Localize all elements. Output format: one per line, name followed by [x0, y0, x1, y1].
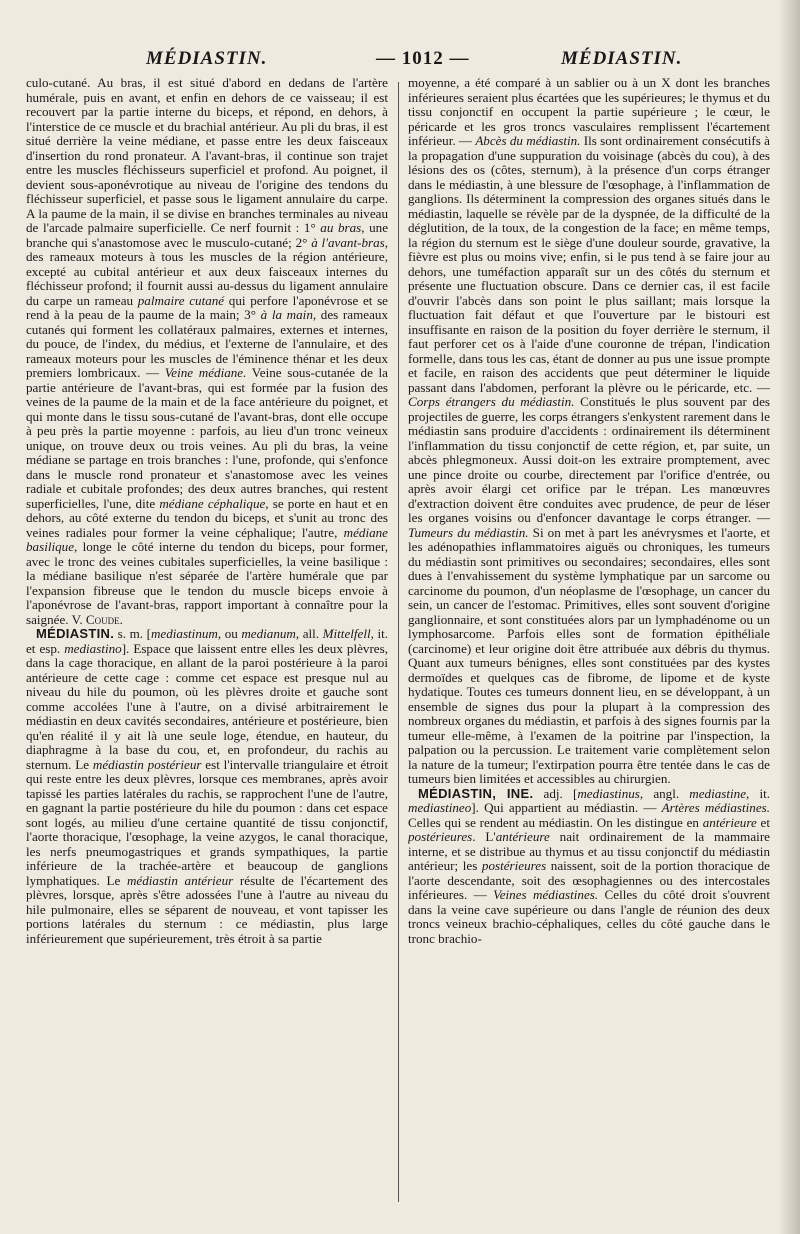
header-left-title: MÉDIASTIN. [146, 48, 268, 69]
page-number: — 1012 — [376, 48, 470, 69]
right-column [408, 76, 770, 1216]
entry-mediastin-ine: MÉDIASTIN, INE. adj. [mediastinus, angl. mediastine, it. mediastineo]. Qui appartient au médiastin. — Artères médiastines. Celles qui se rendent au médiastin. On les distingue en antérieure et postérieures. L'antérieure nait ordinairement de la mammaire interne, et se distribue au thymus et au tissu conjonctif du médiastin antérieur; les postérieures naissent, soit de la portion thoracique de l'aorte descendante, soit des œsophagiennes ou des intercostales inférieures. — Veines médiastines. Celles du côté droit s'ouvrent dans la veine cave supérieure ou dans l'angle de réunion des deux troncs veineux brachio-céphaliques, celles du côté gauche dans le tronc brachio- [408, 785, 770, 946]
running-header [26, 44, 770, 74]
headword-mediastin-ine: MÉDIASTIN, INE. [418, 785, 534, 801]
left-column [26, 76, 388, 1216]
column-divider [398, 82, 399, 1202]
paragraph-mediastin-continued: moyenne, a été comparé à un sablier ou à un X dont les branches inférieures seraient plus écartées que les supérieures; le thymus et du tissu conjonctif en occupent la partie supérieure ; le cœur, le péricarde et les gros troncs vasculaires remplissent l'écartement inférieur. — Abcès du médiastin. Ils sont ordinairement consécutifs à la propagation d'une suppuration du voisinage (abcès du cou), à des lésions des os (côtes, sternum), à la présence d'un corps étranger dans le médiastin, à une blessure de l'œsophage, à l'inflammation de ganglions. Ils déterminent la compression des organes situés dans le médiastin, laquelle se révèle par de la dyspnée, de la difficulté de la déglutition, de la toux, de la congestion de la face; en même temps, la région du sternum est le siège d'une douleur sourde, gravative, la fièvre est plus ou moins vive; enfin, si le pus tend à se faire jour au dehors, une tuméfaction apparaît sur un des côtés du sternum et présente une fluctuation obscure. Dans ce dernier cas, il est facile d'ouvrir l'abcès dans son point le plus saillant; mais lorsque la fluctuation fait défaut et que l'ouverture par le bistouri est insuffisante en raison de la position du foyer derrière le sternum, il faut perforer cet os à l'aide d'une couronne de trépan, l'indication formelle, dans tous les cas, étant de donner au pus une issue prompte et facile, en raison des accidents que peut déterminer le liquide passant dans l'abdomen, perforant la plèvre ou le péricarde, etc. — Corps étrangers du médiastin. Constitués le plus souvent par des projectiles de guerre, les corps étrangers s'enkystent rarement dans le médiastin sans produire d'accidents : ordinairement ils déterminent l'inflammation du tissu conjonctif de cette région, et, par suite, un abcès phlegmoneux. Aussi doit-on les extraire promptement, avec une pince droite ou courbe, directement par l'orifice d'entrée, ou après avoir élargi cet orifice par le trépan. Les manœuvres d'extraction doivent être conduites avec prudence, de peur de léser les organes voisins ou d'enfoncer davantage le corps étranger. — Tumeurs du médiastin. Si on met à part les anévrysmes et l'aorte, et les adénopathies inflammatoires aiguës ou chroniques, les tumeurs du médiastin sont primitives ou secondaires; secondaires, elles sont dues à l'envahissement du système lymphatique par un sarcome ou carcinome du poumon, d'un néoplasme de l'œsophage, un cancer du sein, un cancer de l'estomac. Primitives, elles sont souvent d'origine ganglionnaire, et sont constituées alors par un lymphadénome ou un lymphosarcome. Parfois elles sont de formation épithéliale (carcinome) et leur origine doit être attribuée aux débris du thymus. Quant aux tumeurs bénignes, elles sont constituées par des kystes dermoïdes et quelques cas de fibrome, de lipome et de kyste hydatique. Toutes ces tumeurs donnent lieu, en se développant, à un ensemble de signes dus pour la plupart à la compression des nombreux organes du médiastin, et parfois à des signes fournis par la tumeur elle-même, à l'examen de la poitrine par l'inspection, la palpation ou la percussion. Le traitement varie complètement selon la nature de la tumeur; l'extirpation pourra être tentée dans le cas de tumeurs bien limitées et accessibles au chirurgien. [408, 76, 770, 786]
text-columns [26, 76, 770, 1216]
entry-mediastin: MÉDIASTIN. s. m. [mediastinum, ou medianum, all. Mittelfell, it. et esp. mediastino]. Espace que laissent entre elles les deux plèvres, dans la cage thoracique, en allant de la paroi postérieure à la paroi antérieure de cette cage : comme cet espace est presque nul au niveau du hile du poumon, où les plèvres droite et gauche sont comme accolées l'une à l'autre, on a divisé arbitrairement le médiastin en deux cavités secondaires, antérieure et postérieure, bien qu'en réalité il y ait là une seule loge, étendue, en hauteur, du diaphragme à la base du cou, et, en profondeur, du rachis au sternum. Le médiastin postérieur est l'intervalle triangulaire et étroit qui reste entre les deux plèvres, lorsque ces membranes, après avoir tapissé les parties latérales du rachis, se rapprochent l'une de l'autre, en gagnant la partie postérieure du hile du poumon : dans cet espace sont logés, au milieu d'une certaine quantité de tissu conjonctif, l'aorte thoracique, l'œsophage, la veine azygos, le canal thoracique, les nerfs pneumogastriques et grands sympathiques, la partie inférieure de la trachée-artère et beaucoup de ganglions lymphatiques. Le médiastin antérieur résulte de l'écartement des plèvres, lorsque, après s'être adossées l'une à l'autre au niveau du hile pulmonaire, elles se séparent de nouveau, et vont tapisser les portions latérales du sternum : ce médiastin, plus large inférieurement que supérieurement, très étroit à sa partie [26, 626, 388, 946]
headword-mediastin: MÉDIASTIN. [36, 626, 115, 641]
header-right-title: MÉDIASTIN. [561, 48, 683, 69]
paragraph-nerf-median: culo-cutané. Au bras, il est situé d'abord en dedans de l'artère humérale, puis en avant, et enfin en dehors de ce vaisseau; il est recouvert par la partie interne du biceps, et répond, en dehors, à l'interstice de ce muscle et du brachial antérieur. Au pli du bras, il est situé derrière la veine médiane, et passe entre les deux faisceaux d'insertion du rond pronateur. A l'avant-bras, il continue son trajet entre les muscles fléchisseurs superficiel et profond. Au poignet, il devient sous-aponévrotique au niveau de l'origine des tendons du fléchisseur superficiel, et passe sous le ligament annulaire du carpe. A la paume de la main, il se divise en branches terminales au niveau de l'arcade palmaire superficielle. Ce nerf fournit : 1° au bras, une branche qui s'anastomose avec le musculo-cutané; 2° à l'avant-bras, des rameaux moteurs à tous les muscles de la région antérieure, excepté au cubital antérieur et aux deux faisceaux internes du fléchisseur profond; il fournit aussi au-dessus du ligament annulaire du carpe un rameau palmaire cutané qui perfore l'aponévrose et se rend à la peau de la paume de la main; 3° à la main, des rameaux cutanés qui forment les collatéraux palmaires, externes et internes, du pouce, de l'index, du médius, et l'externe de l'annulaire, et des rameaux moteurs pour les muscles de l'éminence thénar et les deux premiers lombricaux. — Veine médiane. Veine sous-cutanée de la partie antérieure de l'avant-bras, qui est formée par la fusion des veines de la paume de la main et de la face antérieure du poignet, et qui monte dans le tissu sous-cutané de l'avant-bras, dont elle occupe à peu près la partie moyenne : parfois, au lieu d'un tronc veineux unique, on trouve deux ou trois veines. Au pli du bras, la veine médiane se partage en trois branches : l'une, profonde, qui s'enfonce dans le muscle rond pronateur et s'anastomose avec les veines radiale et cubitale profondes; des deux autres branches, qui restent superficielles, l'une, dite médiane céphalique, se porte en haut et en dehors, au côté externe du tendon du biceps, et s'unit au tronc des veines radiales pour former la veine céphalique; l'autre, médiane basilique, longe le côté interne du tendon du biceps, pour former, avec le tronc des veines cubitales superficielles, la veine basilique : la médiane basilique n'est séparée de l'artère humérale que par l'expansion fibreuse que le tendon du muscle biceps envoie à l'aponévrose de l'avant-bras, rapport important à connaître pour la saignée. V. Coude. [26, 76, 388, 627]
